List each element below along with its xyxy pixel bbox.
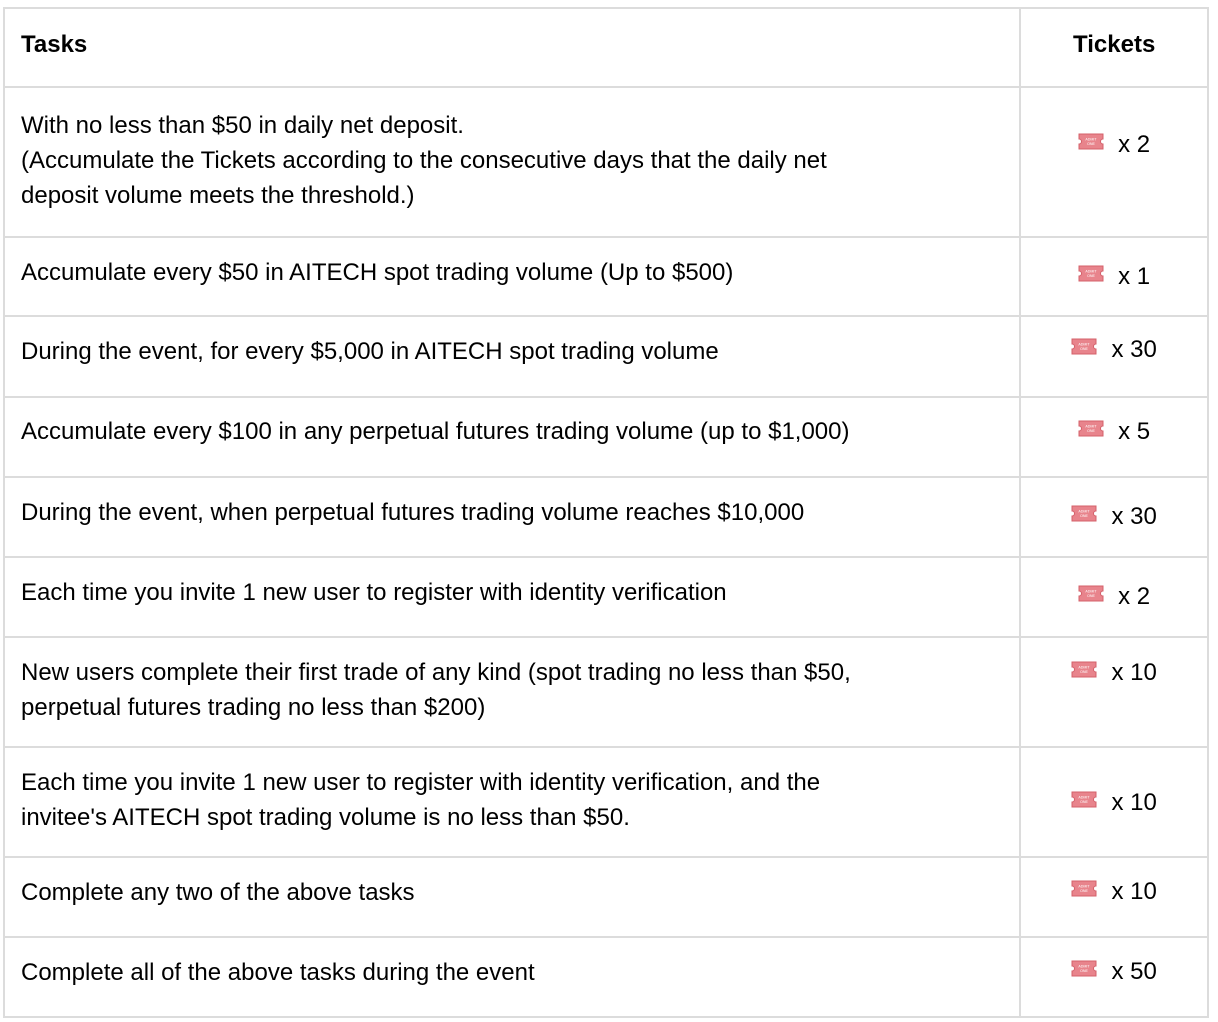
- admit-one-ticket-icon: [1071, 661, 1097, 678]
- svg-text:ONE: ONE: [1087, 142, 1096, 146]
- tickets-cell: [1021, 938, 1209, 1016]
- admit-one-ticket-icon: [1078, 133, 1104, 150]
- task-text-line: Each time you invite 1 new user to register with identity verification: [21, 579, 727, 606]
- ticket-reward: [1078, 414, 1150, 476]
- task-cell: [5, 238, 1021, 315]
- svg-text:ADMIT: ADMIT: [1078, 665, 1091, 670]
- admit-one-ticket-icon: [1071, 960, 1097, 977]
- svg-text:ONE: ONE: [1087, 594, 1096, 598]
- ticket-reward: [1071, 785, 1156, 856]
- ticket-count: x 10: [1111, 878, 1157, 905]
- task-cell: [5, 638, 1021, 746]
- ticket-count: x 30: [1111, 503, 1157, 530]
- table-header-row: [5, 9, 1209, 88]
- task-text-line: During the event, when perpetual futures trading volume reaches $10,000: [21, 499, 805, 526]
- task-cell: [5, 478, 1021, 556]
- table-row: [5, 938, 1209, 1018]
- ticket-count: x 1: [1118, 263, 1151, 290]
- tickets-cell: [1021, 748, 1209, 856]
- table-row: [5, 478, 1209, 558]
- task-text-line: perpetual futures trading no less than $200): [21, 694, 486, 721]
- task-text-line: Complete all of the above tasks during the event: [21, 959, 535, 986]
- task-text-line: Accumulate every $50 in AITECH spot trading volume (Up to $500): [21, 259, 734, 286]
- admit-one-ticket-icon: [1078, 420, 1104, 437]
- task-text-line: Each time you invite 1 new user to register with identity verification, and the: [21, 769, 821, 796]
- task-cell: [5, 748, 1021, 856]
- table-row: [5, 88, 1209, 238]
- task-text-line: invitee's AITECH spot trading volume is no less than $50.: [21, 804, 630, 831]
- admit-one-ticket-icon: [1071, 338, 1097, 355]
- svg-text:ONE: ONE: [1080, 670, 1089, 674]
- svg-text:ONE: ONE: [1080, 800, 1089, 804]
- ticket-count: x 50: [1111, 958, 1157, 985]
- tickets-cell: [1021, 478, 1209, 556]
- svg-text:ADMIT: ADMIT: [1085, 137, 1097, 142]
- ticket-reward: [1071, 332, 1156, 396]
- task-text-line: (Accumulate the Tickets according to the consecutive days that the daily net: [21, 147, 827, 174]
- admit-one-ticket-icon: [1071, 505, 1097, 522]
- svg-text:ONE: ONE: [1080, 347, 1089, 351]
- table-row: [5, 638, 1209, 748]
- task-text-line: During the event, for every $5,000 in AITECH spot trading volume: [21, 338, 719, 365]
- task-cell: [5, 858, 1021, 936]
- svg-text:ADMIT: ADMIT: [1078, 964, 1091, 969]
- admit-one-ticket-icon: [1078, 265, 1104, 282]
- svg-text:ONE: ONE: [1080, 889, 1089, 893]
- ticket-reward: [1071, 499, 1156, 556]
- task-cell: [5, 938, 1021, 1016]
- header-tickets: Tickets: [1021, 9, 1209, 86]
- svg-text:ADMIT: ADMIT: [1078, 884, 1091, 889]
- ticket-count: x 5: [1118, 418, 1151, 445]
- svg-text:ONE: ONE: [1080, 969, 1089, 973]
- task-cell: [5, 558, 1021, 636]
- ticket-reward: [1078, 579, 1150, 636]
- tickets-cell: [1021, 858, 1209, 936]
- svg-text:ADMIT: ADMIT: [1085, 589, 1097, 594]
- tickets-cell: [1021, 88, 1209, 236]
- ticket-reward: [1071, 655, 1156, 746]
- table-row: [5, 558, 1209, 638]
- tickets-cell: [1021, 238, 1209, 315]
- task-text-line: deposit volume meets the threshold.): [21, 182, 415, 209]
- task-cell: [5, 398, 1021, 476]
- ticket-reward: [1078, 127, 1150, 236]
- admit-one-ticket-icon: [1078, 585, 1104, 602]
- task-text-line: Accumulate every $100 in any perpetual futures trading volume (up to $1,000): [21, 418, 850, 445]
- ticket-reward: [1071, 954, 1156, 1016]
- ticket-count: x 30: [1111, 336, 1157, 363]
- svg-text:ADMIT: ADMIT: [1078, 509, 1091, 514]
- ticket-count: x 10: [1111, 789, 1157, 816]
- ticket-count: x 2: [1118, 583, 1151, 610]
- table-row: [5, 238, 1209, 317]
- table-row: [5, 748, 1209, 858]
- ticket-count: x 2: [1118, 131, 1151, 158]
- svg-text:ONE: ONE: [1080, 514, 1089, 518]
- task-cell: [5, 317, 1021, 396]
- svg-text:ONE: ONE: [1087, 429, 1096, 433]
- task-text-line: Complete any two of the above tasks: [21, 879, 415, 906]
- svg-text:ADMIT: ADMIT: [1078, 795, 1091, 800]
- svg-text:ADMIT: ADMIT: [1085, 269, 1097, 274]
- svg-text:ONE: ONE: [1087, 274, 1096, 278]
- task-text-line: With no less than $50 in daily net deposit.: [21, 112, 464, 139]
- ticket-count: x 10: [1111, 659, 1157, 686]
- svg-text:ADMIT: ADMIT: [1085, 424, 1097, 429]
- task-text-line: New users complete their first trade of any kind (spot trading no less than $50,: [21, 659, 851, 686]
- svg-text:ADMIT: ADMIT: [1078, 342, 1091, 347]
- table-row: [5, 317, 1209, 398]
- tasks-table: [3, 7, 1209, 1018]
- tickets-cell: [1021, 638, 1209, 746]
- admit-one-ticket-icon: [1071, 791, 1097, 808]
- header-tasks: Tasks: [5, 9, 1021, 86]
- table-row: [5, 398, 1209, 478]
- tickets-cell: [1021, 558, 1209, 636]
- ticket-reward: [1071, 874, 1156, 936]
- admit-one-ticket-icon: [1071, 880, 1097, 897]
- task-cell: [5, 88, 1021, 236]
- tickets-cell: [1021, 398, 1209, 476]
- ticket-reward: [1078, 259, 1150, 315]
- table-row: [5, 858, 1209, 938]
- tickets-cell: [1021, 317, 1209, 396]
